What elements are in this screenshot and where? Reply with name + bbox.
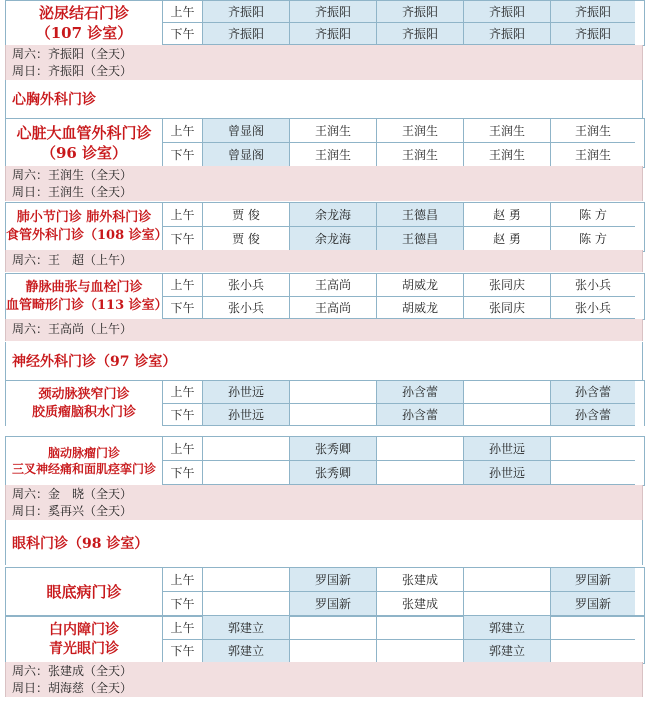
doctor-cell[interactable] xyxy=(289,404,376,427)
doctor-cell[interactable]: 赵 勇 xyxy=(463,227,550,251)
clinic-name xyxy=(6,381,162,426)
doctor-cell[interactable]: 齐振阳 xyxy=(463,1,550,23)
doctor-cell[interactable]: 王德昌 xyxy=(376,227,463,251)
doctor-cell[interactable]: 齐振阳 xyxy=(376,23,463,45)
doctor-cell[interactable]: 罗国新 xyxy=(550,568,635,592)
clinic-name-line: 泌尿结石门诊 xyxy=(38,3,129,22)
period-label: 下午 xyxy=(162,23,202,45)
doctor-cell[interactable] xyxy=(463,592,550,616)
doctor-cell[interactable] xyxy=(202,461,289,485)
weekend-note-line: 周日：王润生（全天） xyxy=(12,185,133,199)
weekend-note-line: 周六：王润生（全天） xyxy=(12,168,133,182)
section-heading: 神经外科门诊（97 诊室） xyxy=(5,342,643,380)
doctor-cell[interactable] xyxy=(376,461,463,485)
period-label: 上午 xyxy=(162,119,202,143)
doctor-cell[interactable]: 郭建立 xyxy=(202,640,289,664)
clinic-name-line: 食管外科门诊（108 诊室） xyxy=(6,228,168,243)
weekend-note xyxy=(5,485,643,520)
doctor-cell[interactable]: 齐振阳 xyxy=(376,1,463,23)
doctor-cell[interactable]: 罗国新 xyxy=(550,592,635,616)
doctor-cell[interactable]: 王润生 xyxy=(376,143,463,167)
doctor-cell[interactable]: 张同庆 xyxy=(463,297,550,320)
doctor-cell[interactable]: 齐振阳 xyxy=(550,23,635,45)
doctor-cell[interactable]: 孙含蕾 xyxy=(550,404,635,427)
doctor-cell[interactable]: 齐振阳 xyxy=(289,1,376,23)
doctor-cell[interactable]: 陈 方 xyxy=(550,227,635,251)
doctor-cell[interactable]: 张小兵 xyxy=(550,297,635,320)
weekend-note-line: 周六：张建成（全天） xyxy=(12,664,133,678)
doctor-cell[interactable]: 张小兵 xyxy=(202,274,289,297)
period-label: 上午 xyxy=(162,381,202,404)
weekend-note-line: 周六：王高尚（上午） xyxy=(12,322,133,336)
doctor-cell[interactable]: 赵 勇 xyxy=(463,203,550,227)
am-row xyxy=(162,203,635,227)
clinic-name-line: （96 诊室） xyxy=(40,144,128,162)
clinic-name-line: 脑动脉瘤门诊 xyxy=(47,445,120,460)
section-heading: 心胸外科门诊 xyxy=(5,80,643,118)
weekend-note-line: 周日：奚再兴（全天） xyxy=(12,504,133,518)
doctor-cell[interactable]: 张小兵 xyxy=(550,274,635,297)
doctor-cell[interactable]: 张秀卿 xyxy=(289,461,376,485)
clinic-name xyxy=(6,119,162,167)
doctor-cell[interactable] xyxy=(202,592,289,616)
doctor-cell[interactable] xyxy=(202,568,289,592)
weekend-note xyxy=(5,166,643,201)
period-label: 下午 xyxy=(162,297,202,320)
period-label: 上午 xyxy=(162,203,202,227)
clinic-name-line: 三叉神经痛和面肌痉挛门诊 xyxy=(11,462,156,476)
doctor-cell[interactable] xyxy=(463,568,550,592)
doctor-cell[interactable]: 王润生 xyxy=(289,143,376,167)
pm-row xyxy=(162,23,635,45)
doctor-cell[interactable] xyxy=(550,461,635,485)
clinic-block xyxy=(5,202,645,252)
clinic-name xyxy=(6,274,168,319)
clinic-name-line: 肺小节门诊 肺外科门诊 xyxy=(16,210,152,226)
period-label: 上午 xyxy=(162,1,202,23)
doctor-cell[interactable] xyxy=(550,640,635,664)
doctor-cell[interactable]: 孙世远 xyxy=(202,404,289,427)
clinic-block xyxy=(5,273,645,320)
weekend-note xyxy=(5,662,643,697)
clinic-name-line: 青光眼门诊 xyxy=(49,640,119,657)
weekend-note xyxy=(5,319,643,341)
clinic-name-line: 静脉曲张与血栓门诊 xyxy=(25,279,143,295)
weekend-note xyxy=(5,250,643,272)
am-row xyxy=(162,381,635,404)
period-label: 下午 xyxy=(162,227,202,251)
clinic-name-line: 血管畸形门诊（113 诊室） xyxy=(6,297,168,313)
clinic-name-line: 颈动脉狭窄门诊 xyxy=(38,386,130,402)
pm-row xyxy=(162,404,635,427)
pm-row xyxy=(162,297,635,320)
clinic-name-line: 眼底病门诊 xyxy=(46,582,122,601)
doctor-cell[interactable]: 张同庆 xyxy=(463,274,550,297)
section-heading: 眼科门诊（98 诊室） xyxy=(5,520,643,565)
weekend-note-line: 周六：金 晓（全天） xyxy=(12,487,133,501)
clinic-block xyxy=(5,380,645,427)
doctor-cell[interactable]: 孙含蕾 xyxy=(376,381,463,404)
doctor-cell[interactable] xyxy=(550,437,635,461)
period-label: 下午 xyxy=(162,461,202,485)
period-label: 下午 xyxy=(162,592,202,616)
clinic-name-line: 胶质瘤脑积水门诊 xyxy=(31,404,136,420)
doctor-cell[interactable]: 陈 方 xyxy=(550,203,635,227)
am-row xyxy=(162,616,635,640)
doctor-cell[interactable] xyxy=(376,640,463,664)
doctor-cell[interactable]: 曾显阁 xyxy=(202,143,289,167)
pm-row xyxy=(162,227,635,251)
doctor-cell[interactable]: 王润生 xyxy=(550,119,635,143)
doctor-cell[interactable]: 齐振阳 xyxy=(289,23,376,45)
clinic-block xyxy=(5,567,645,617)
doctor-cell[interactable] xyxy=(376,437,463,461)
doctor-cell[interactable]: 贾 俊 xyxy=(202,227,289,251)
clinic-name-line: （107 诊室） xyxy=(35,24,133,42)
am-row xyxy=(162,437,635,461)
doctor-cell[interactable]: 余龙海 xyxy=(289,227,376,251)
clinic-block xyxy=(5,615,645,664)
doctor-cell[interactable]: 贾 俊 xyxy=(202,203,289,227)
doctor-cell[interactable] xyxy=(376,616,463,640)
doctor-cell[interactable]: 王德昌 xyxy=(376,203,463,227)
doctor-cell[interactable] xyxy=(463,381,550,404)
doctor-cell[interactable] xyxy=(289,616,376,640)
doctor-cell[interactable] xyxy=(289,640,376,664)
doctor-cell[interactable]: 孙世远 xyxy=(463,461,550,485)
clinic-name xyxy=(6,203,168,251)
doctor-cell[interactable] xyxy=(463,404,550,427)
doctor-cell[interactable]: 余龙海 xyxy=(289,203,376,227)
period-label: 上午 xyxy=(162,616,202,640)
clinic-name-line: 心脏大血管外科门诊 xyxy=(16,123,152,142)
pm-row xyxy=(162,461,635,485)
doctor-cell[interactable]: 郭建立 xyxy=(202,616,289,640)
weekend-note-line: 周六：王 超（上午） xyxy=(12,253,133,267)
weekend-note-line: 周日：齐振阳（全天） xyxy=(12,64,133,78)
doctor-cell[interactable]: 罗国新 xyxy=(289,568,376,592)
doctor-cell[interactable]: 王高尚 xyxy=(289,274,376,297)
doctor-cell[interactable]: 孙含蕾 xyxy=(550,381,635,404)
doctor-cell[interactable]: 齐振阳 xyxy=(550,1,635,23)
doctor-cell[interactable]: 罗国新 xyxy=(289,592,376,616)
weekend-note-line: 周日：胡海慈（全天） xyxy=(12,681,133,695)
period-label: 上午 xyxy=(162,568,202,592)
doctor-cell[interactable]: 张秀卿 xyxy=(289,437,376,461)
clinic-block xyxy=(5,436,645,486)
pm-row xyxy=(162,592,635,616)
clinic-name xyxy=(6,568,162,616)
doctor-cell[interactable]: 齐振阳 xyxy=(202,1,289,23)
weekend-note xyxy=(5,45,643,80)
doctor-cell[interactable]: 张建成 xyxy=(376,592,463,616)
doctor-cell[interactable] xyxy=(550,616,635,640)
doctor-cell[interactable]: 曾显阁 xyxy=(202,119,289,143)
doctor-cell[interactable] xyxy=(289,381,376,404)
clinic-block xyxy=(5,118,645,168)
doctor-cell[interactable]: 张小兵 xyxy=(202,297,289,320)
doctor-cell[interactable]: 王润生 xyxy=(463,143,550,167)
doctor-cell[interactable]: 张建成 xyxy=(376,568,463,592)
clinic-name-line: 白内障门诊 xyxy=(49,621,119,638)
doctor-cell[interactable]: 胡威龙 xyxy=(376,297,463,320)
page-gap xyxy=(0,426,647,436)
am-row xyxy=(162,1,635,23)
am-row xyxy=(162,119,635,143)
doctor-cell[interactable]: 胡威龙 xyxy=(376,274,463,297)
period-label: 上午 xyxy=(162,274,202,297)
period-label: 下午 xyxy=(162,640,202,664)
doctor-cell[interactable]: 郭建立 xyxy=(463,640,550,664)
period-label: 下午 xyxy=(162,143,202,167)
doctor-cell[interactable]: 齐振阳 xyxy=(202,23,289,45)
weekend-note-line: 周六：齐振阳（全天） xyxy=(12,47,133,61)
clinic-block xyxy=(5,0,645,46)
am-row xyxy=(162,274,635,297)
clinic-name xyxy=(6,616,162,663)
pm-row xyxy=(162,640,635,664)
doctor-cell[interactable]: 王润生 xyxy=(463,119,550,143)
doctor-cell[interactable]: 王润生 xyxy=(550,143,635,167)
period-label: 下午 xyxy=(162,404,202,427)
doctor-cell[interactable]: 王润生 xyxy=(289,119,376,143)
doctor-cell[interactable]: 孙世远 xyxy=(202,381,289,404)
doctor-cell[interactable] xyxy=(202,437,289,461)
doctor-cell[interactable]: 王高尚 xyxy=(289,297,376,320)
period-label: 上午 xyxy=(162,437,202,461)
pm-row xyxy=(162,143,635,167)
am-row xyxy=(162,568,635,592)
doctor-cell[interactable]: 孙含蕾 xyxy=(376,404,463,427)
doctor-cell[interactable]: 王润生 xyxy=(376,119,463,143)
doctor-cell[interactable]: 郭建立 xyxy=(463,616,550,640)
clinic-name xyxy=(6,437,162,485)
doctor-cell[interactable]: 齐振阳 xyxy=(463,23,550,45)
clinic-name xyxy=(6,1,162,45)
doctor-cell[interactable]: 孙世远 xyxy=(463,437,550,461)
